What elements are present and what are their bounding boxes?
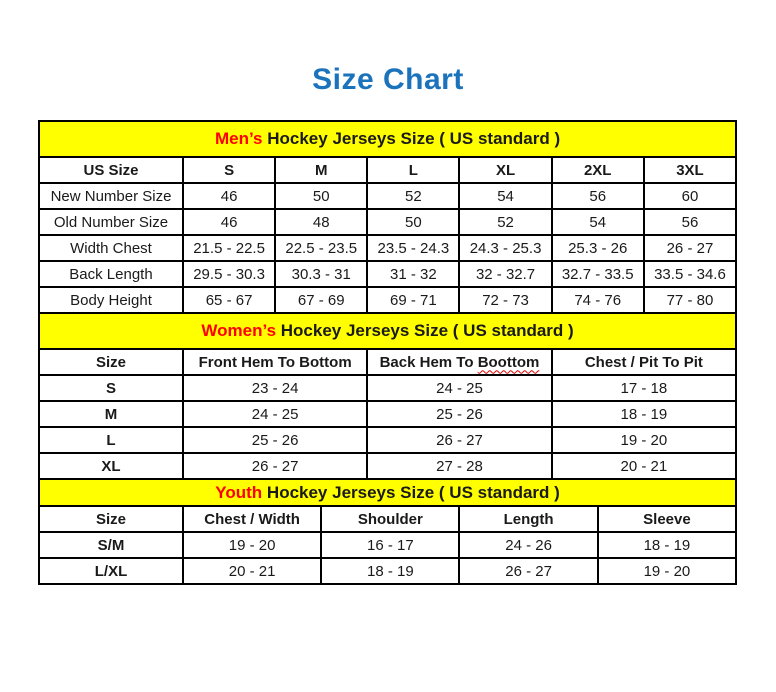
women-column-header [367,349,551,375]
youth-table-cell: 20 - 21 [183,558,321,584]
men-column-header: US Size [39,157,183,183]
men-table-cell: 21.5 - 22.5 [183,235,275,261]
men-table-cell: 46 [183,183,275,209]
women-table-cell: 25 - 26 [183,427,367,453]
women-banner-highlight: Women’s [201,321,277,340]
women-table-cell: 18 - 19 [552,401,737,427]
women-table-cell: 24 - 25 [183,401,367,427]
youth-banner-row [39,479,736,506]
men-table-cell: 33.5 - 34.6 [644,261,736,287]
women-table-cell: 27 - 28 [367,453,551,479]
youth-row-label: S/M [39,532,183,558]
men-table-cell: 26 - 27 [644,235,736,261]
women-header-row [39,349,736,375]
men-table-cell: 31 - 32 [367,261,459,287]
women-table-cell: 17 - 18 [552,375,737,401]
women-table-row [39,427,736,453]
men-row-label: Width Chest [39,235,183,261]
youth-table-row [39,558,736,584]
men-table-cell: 50 [275,183,367,209]
women-table-row [39,401,736,427]
youth-table-row [39,532,736,558]
men-column-header: 2XL [552,157,644,183]
women-row-label: XL [39,453,183,479]
women-table-cell: 24 - 25 [367,375,551,401]
men-column-header: L [367,157,459,183]
men-row-label: New Number Size [39,183,183,209]
men-table-cell: 30.3 - 31 [275,261,367,287]
size-table [38,120,737,585]
men-table-cell: 77 - 80 [644,287,736,313]
men-column-header: M [275,157,367,183]
men-table-row [39,261,736,287]
men-row-label: Body Height [39,287,183,313]
women-table-cell: 26 - 27 [183,453,367,479]
men-table-cell: 48 [275,209,367,235]
youth-table-cell: 19 - 20 [598,558,736,584]
youth-table-cell: 18 - 19 [321,558,459,584]
men-table-cell: 29.5 - 30.3 [183,261,275,287]
women-table-cell: 23 - 24 [183,375,367,401]
men-table-cell: 52 [367,183,459,209]
men-section-banner [39,121,736,157]
women-table-cell: 19 - 20 [552,427,737,453]
men-table-cell: 69 - 71 [367,287,459,313]
men-table-cell: 52 [459,209,551,235]
men-table-cell: 50 [367,209,459,235]
men-table-row [39,183,736,209]
page-title: Size Chart [312,63,464,96]
youth-section-banner [39,479,736,506]
men-row-label: Old Number Size [39,209,183,235]
women-table-cell: 25 - 26 [367,401,551,427]
men-table-cell: 22.5 - 23.5 [275,235,367,261]
men-banner-row [39,121,736,157]
men-header-row [39,157,736,183]
youth-column-header: Length [459,506,597,532]
men-table-cell: 65 - 67 [183,287,275,313]
women-table-row [39,375,736,401]
men-table-cell: 60 [644,183,736,209]
women-row-label: S [39,375,183,401]
women-column-header: Size [39,349,183,375]
women-column-header: Chest / Pit To Pit [552,349,737,375]
women-banner-text: Hockey Jerseys Size ( US standard ) [276,321,574,340]
men-table-cell: 25.3 - 26 [552,235,644,261]
men-table-cell: 54 [552,209,644,235]
women-column-header-text: Back Hem To [379,353,478,371]
women-banner-row [39,313,736,349]
women-column-header: Front Hem To Bottom [183,349,367,375]
women-table-cell: 26 - 27 [367,427,551,453]
youth-table-cell: 24 - 26 [459,532,597,558]
women-table-cell: 20 - 21 [552,453,737,479]
youth-header-row [39,506,736,532]
youth-column-header: Sleeve [598,506,736,532]
men-table-row [39,287,736,313]
youth-table-cell: 16 - 17 [321,532,459,558]
youth-table-cell: 18 - 19 [598,532,736,558]
youth-table-cell: 19 - 20 [183,532,321,558]
men-table-cell: 24.3 - 25.3 [459,235,551,261]
youth-banner-highlight: Youth [215,482,263,502]
men-table-cell: 32 - 32.7 [459,261,551,287]
women-row-label: L [39,427,183,453]
youth-row-label: L/XL [39,558,183,584]
men-table-cell: 46 [183,209,275,235]
women-row-label: M [39,401,183,427]
youth-column-header: Size [39,506,183,532]
men-table-cell: 32.7 - 33.5 [552,261,644,287]
women-table-row [39,453,736,479]
men-row-label: Back Length [39,261,183,287]
men-column-header: S [183,157,275,183]
misspelled-word: Boottom [477,353,540,371]
men-table-row [39,235,736,261]
men-table-cell: 54 [459,183,551,209]
men-table-cell: 56 [552,183,644,209]
men-table-cell: 74 - 76 [552,287,644,313]
women-section-banner [39,313,736,349]
youth-column-header: Chest / Width [183,506,321,532]
size-table-body [39,121,736,584]
men-table-cell: 56 [644,209,736,235]
men-table-cell: 72 - 73 [459,287,551,313]
men-table-cell: 67 - 69 [275,287,367,313]
youth-column-header: Shoulder [321,506,459,532]
youth-banner-text: Hockey Jerseys Size ( US standard ) [262,482,560,502]
men-banner-text: Hockey Jerseys Size ( US standard ) [262,129,561,148]
men-table-row [39,209,736,235]
men-column-header: XL [459,157,551,183]
men-table-cell: 23.5 - 24.3 [367,235,459,261]
men-column-header: 3XL [644,157,736,183]
men-banner-highlight: Men’s [214,129,263,148]
youth-table-cell: 26 - 27 [459,558,597,584]
